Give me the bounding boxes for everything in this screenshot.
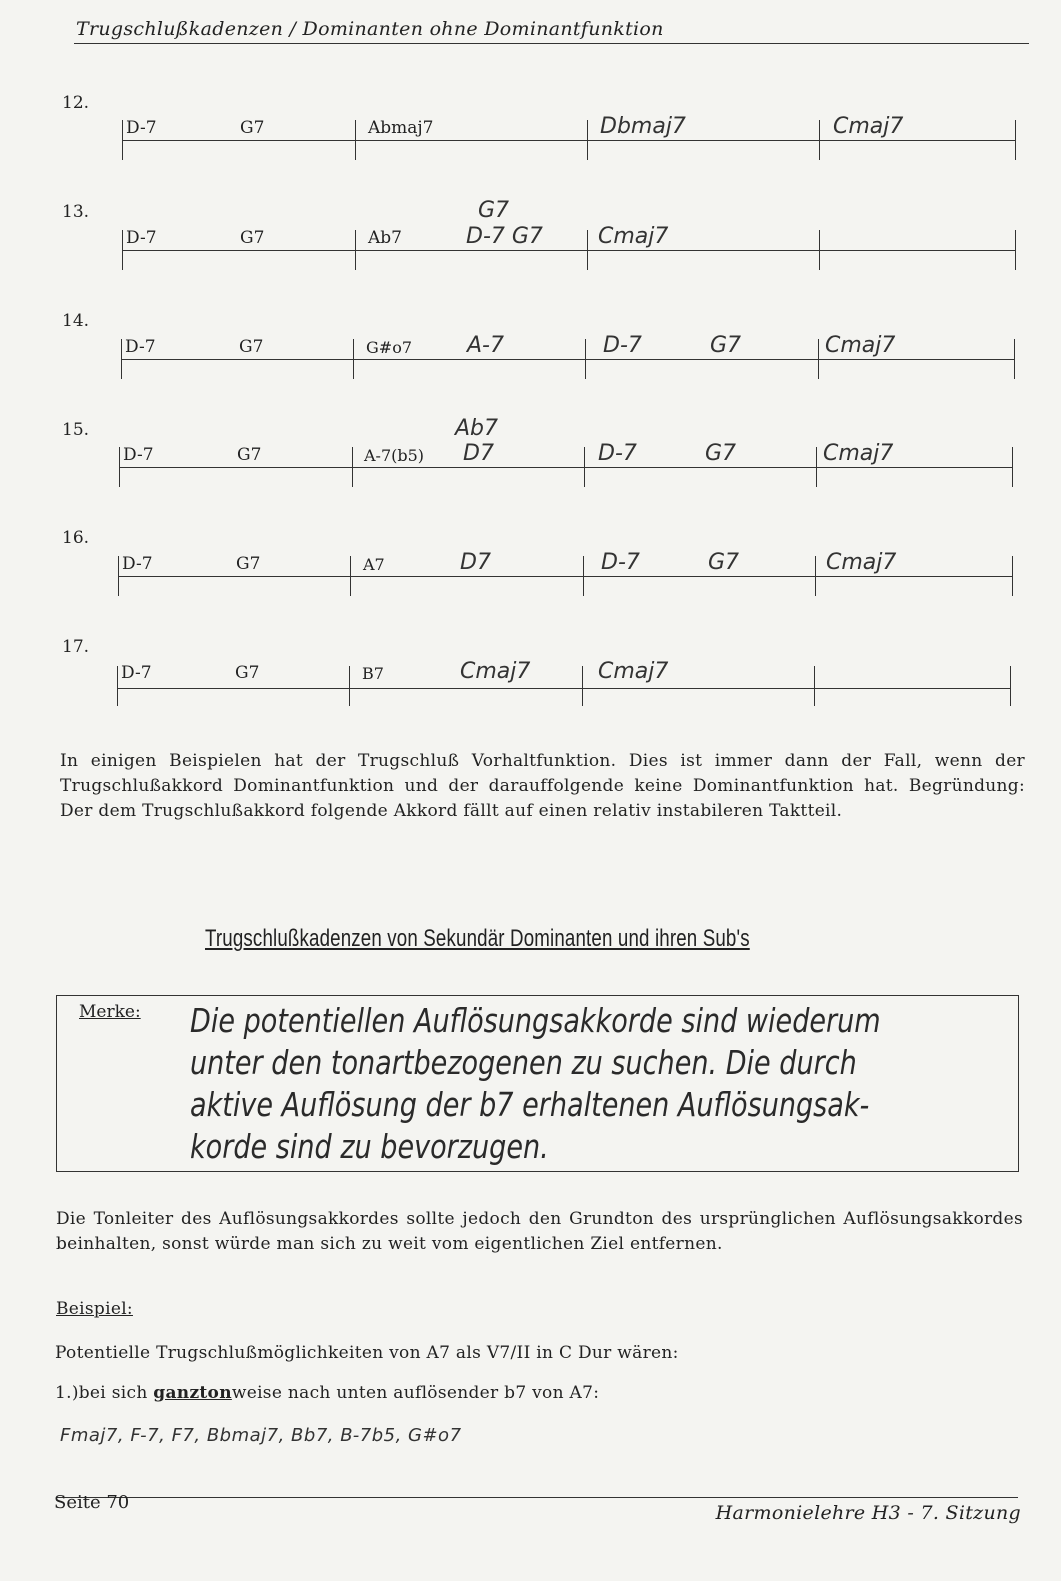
- chord-symbol: A-7: [467, 333, 504, 358]
- merke-text: [190, 1000, 881, 1168]
- barline: [1015, 230, 1016, 270]
- staff-line: [121, 359, 1014, 360]
- barline: [583, 556, 584, 596]
- potential-resolutions-text: Potentielle Trugschlußmöglichkeiten von A7 als V7/II in C Dur wären:: [55, 1343, 679, 1363]
- barline: [355, 120, 356, 160]
- chord-symbol: G#o7: [366, 338, 412, 357]
- staff-line: [117, 688, 1010, 689]
- page-number: Seite 70: [54, 1492, 130, 1513]
- barline: [118, 556, 119, 596]
- staff-line: [119, 467, 1012, 468]
- chord-symbol: Ab7: [368, 228, 402, 248]
- barline: [349, 666, 350, 706]
- merke-label: Merke:: [79, 1002, 141, 1022]
- barline: [119, 447, 120, 487]
- barline: [585, 339, 586, 379]
- barline: [121, 339, 122, 379]
- chord-symbol: G7: [235, 663, 260, 683]
- chord-symbol: G7: [240, 228, 265, 248]
- example-number: 15.: [62, 420, 90, 440]
- example-label: Beispiel:: [56, 1299, 133, 1319]
- item-1-text: [55, 1381, 755, 1406]
- merke-line: Die potentiellen Auflösungsakkorde sind wiederum: [190, 1001, 881, 1040]
- barline: [815, 556, 816, 596]
- item-1-prefix: 1.)bei sich: [55, 1383, 154, 1403]
- chord-symbol: D-7 G7: [466, 224, 543, 249]
- footer-title: Harmonielehre H3 - 7. Sitzung: [715, 1502, 1021, 1524]
- staff-line: [118, 576, 1012, 577]
- chord-symbol-above: G7: [478, 198, 510, 223]
- example-number: 17.: [62, 637, 90, 657]
- chord-symbol: Cmaj7: [598, 659, 669, 684]
- barline: [350, 556, 351, 596]
- staff-line: [122, 140, 1015, 141]
- item-1-emphasis: ganzton: [153, 1383, 232, 1403]
- barline: [355, 230, 356, 270]
- barline: [587, 230, 588, 270]
- chord-symbol: G7: [705, 441, 737, 466]
- barline: [122, 120, 123, 160]
- chord-symbol: Cmaj7: [833, 114, 904, 139]
- example-number: 14.: [62, 311, 90, 331]
- example-number: 13.: [62, 202, 90, 222]
- barline: [1012, 447, 1013, 487]
- chord-symbol: Dbmaj7: [600, 114, 686, 139]
- item-1-suffix: weise nach unten auflösender b7 von A7:: [231, 1383, 600, 1403]
- merke-line: aktive Auflösung der b7 erhaltenen Auflösungsak-: [190, 1085, 870, 1124]
- chord-symbol: Cmaj7: [823, 441, 894, 466]
- barline: [1014, 339, 1015, 379]
- barline: [818, 339, 819, 379]
- chord-symbol: G7: [710, 333, 742, 358]
- chord-symbol: Cmaj7: [598, 224, 669, 249]
- staff-line: [122, 250, 1015, 251]
- merke-line: unter den tonartbezogenen zu suchen. Die durch: [190, 1043, 857, 1082]
- chord-symbol: Abmaj7: [368, 118, 434, 138]
- barline: [352, 447, 353, 487]
- chord-symbol: D-7: [122, 554, 153, 574]
- chord-symbol: Cmaj7: [825, 333, 896, 358]
- chord-symbol: G7: [239, 337, 264, 357]
- chord-symbol: A-7(b5): [364, 446, 425, 465]
- barline: [117, 666, 118, 706]
- barline: [1015, 120, 1016, 160]
- chord-symbol: D7: [463, 441, 494, 466]
- chord-symbol: D-7: [126, 228, 157, 248]
- chord-symbol: Cmaj7: [460, 659, 531, 684]
- chord-symbol: B7: [362, 664, 384, 683]
- chord-symbol: Cmaj7: [826, 550, 897, 575]
- example-number: 12.: [62, 93, 90, 113]
- chord-symbol: D-7: [603, 333, 642, 358]
- body-paragraph: In einigen Beispielen hat der Trugschluß Vorhaltfunktion. Dies ist immer dann der Fall, wenn der Trugschlußakkord Dominantfunktion und der darauffolgende keine Dominantfunktion hat. Begründung: Der dem Trugschlußakkord folgende Akkord fällt auf einen relativ instabileren Taktteil.: [60, 751, 1025, 821]
- barline: [122, 230, 123, 270]
- barline: [814, 666, 815, 706]
- chord-list: Fmaj7, F-7, F7, Bbmaj7, Bb7, B-7b5, G#o7: [60, 1425, 462, 1446]
- chord-symbol: D-7: [601, 550, 640, 575]
- chord-symbol: D-7: [125, 337, 156, 357]
- merke-box: [56, 995, 1019, 1172]
- barline: [1012, 556, 1013, 596]
- barline: [819, 230, 820, 270]
- barline: [816, 447, 817, 487]
- section-heading: Trugschlußkadenzen von Sekundär Dominanten und ihren Sub's: [205, 925, 750, 952]
- page-header-title: Trugschlußkadenzen / Dominanten ohne Dominantfunktion: [76, 18, 664, 40]
- footer-rule: [56, 1497, 1018, 1498]
- merke-line: korde sind zu bevorzugen.: [190, 1127, 549, 1166]
- chord-symbol: D7: [460, 550, 491, 575]
- barline: [587, 120, 588, 160]
- chord-symbol: G7: [240, 118, 265, 138]
- chord-symbol: G7: [237, 445, 262, 465]
- barline: [584, 447, 585, 487]
- body-paragraph: Die Tonleiter des Auflösungsakkordes sollte jedoch den Grundton des ursprünglichen Auflösungsakkordes beinhalten, sonst würde man sich zu weit vom eigentlichen Ziel entfernen.: [56, 1209, 1023, 1254]
- chord-symbol: D-7: [598, 441, 637, 466]
- chord-symbol: A7: [363, 555, 385, 574]
- chord-symbol: G7: [708, 550, 740, 575]
- example-number: 16.: [62, 528, 90, 548]
- chord-symbol: D-7: [121, 663, 152, 683]
- header-rule: [74, 43, 1029, 44]
- barline: [353, 339, 354, 379]
- chord-symbol: D-7: [126, 118, 157, 138]
- barline: [582, 666, 583, 706]
- chord-symbol: G7: [236, 554, 261, 574]
- barline: [1010, 666, 1011, 706]
- chord-symbol: D-7: [123, 445, 154, 465]
- chord-symbol-above: Ab7: [455, 416, 499, 441]
- barline: [819, 120, 820, 160]
